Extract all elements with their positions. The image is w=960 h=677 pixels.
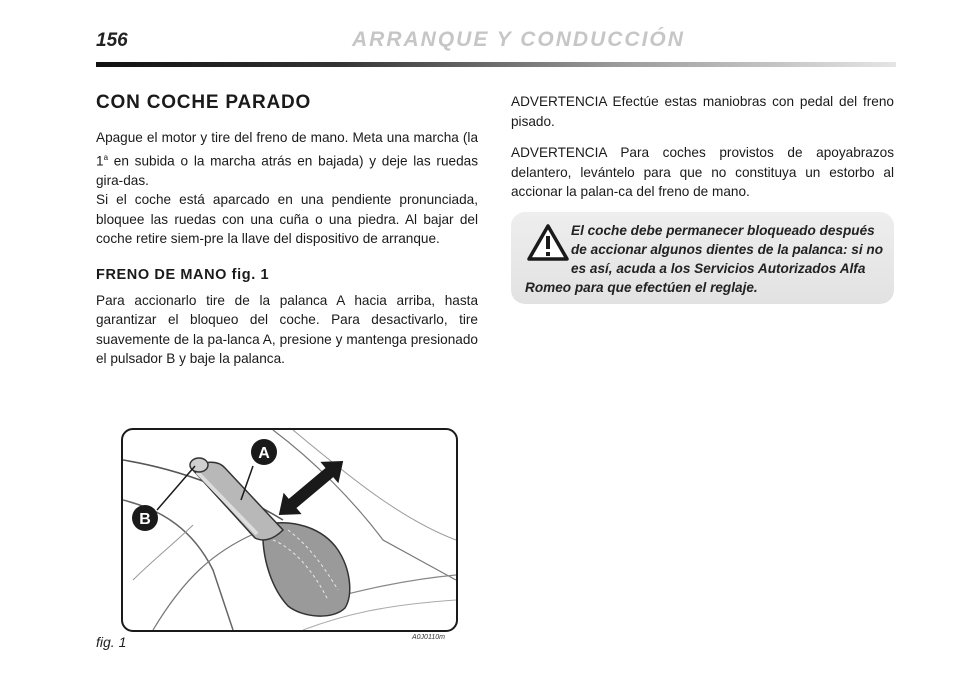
chapter-title: ARRANQUE Y CONDUCCIÓN (352, 28, 685, 51)
figure-caption: fig. 1 (96, 634, 127, 650)
caution-text-block (525, 221, 883, 297)
section-heading: CON COCHE PARADO (96, 92, 312, 113)
paragraph-handbrake: Para accionarlo tire de la palanca A hacia arriba, hasta garantizar el bloqueo del coche. Para desactivarlo, tire suavemente de la pa-lanca A, presione y mantenga presionado el pulsador B y baje la palanca. (96, 292, 478, 367)
caution-box (511, 212, 894, 304)
left-column (96, 92, 478, 369)
sub-heading-handbrake: FRENO DE MANO fig. 1 (96, 266, 270, 283)
caution-text: El coche debe permanecer bloqueado después de accionar algunos dientes de la palanca: si no es así, acuda a los Servicios Autorizados Alfa Romeo para que efectúen el reglaje. (525, 223, 883, 295)
paragraph-gear-text-1: Apague el motor y tire del freno de mano. Meta una marcha (la 1 (96, 130, 478, 169)
paragraph-slope: Si el coche está aparcado en una pendiente pronunciada, bloquee las ruedas con una cuña o una piedra. Al bajar del coche retire siem-pre la llave del dispositivo de arranque. (96, 192, 478, 247)
right-column (511, 92, 894, 202)
page-number: 156 (96, 30, 128, 51)
advertencia-brake-pedal: ADVERTENCIA Efectúe estas maniobras con pedal del freno pisado. (511, 94, 894, 129)
handbrake-illustration (121, 428, 458, 632)
label-b: B (139, 511, 151, 528)
label-a: A (258, 445, 270, 462)
header-rule (96, 62, 896, 67)
paragraph-gear-text-2: en subida o la marcha atrás en bajada) y deje las ruedas gira-das. (96, 153, 478, 188)
paragraph-gear (96, 128, 478, 190)
handbrake-drawing (123, 430, 456, 630)
advertencia-armrest: ADVERTENCIA Para coches provistos de apoyabrazos delantero, levántelo para que no constituya un estorbo al accionar la palan-ca del freno de mano. (511, 145, 894, 199)
figure-code: A0J0110m (412, 634, 445, 641)
ordinal-superscript: a (103, 152, 109, 162)
